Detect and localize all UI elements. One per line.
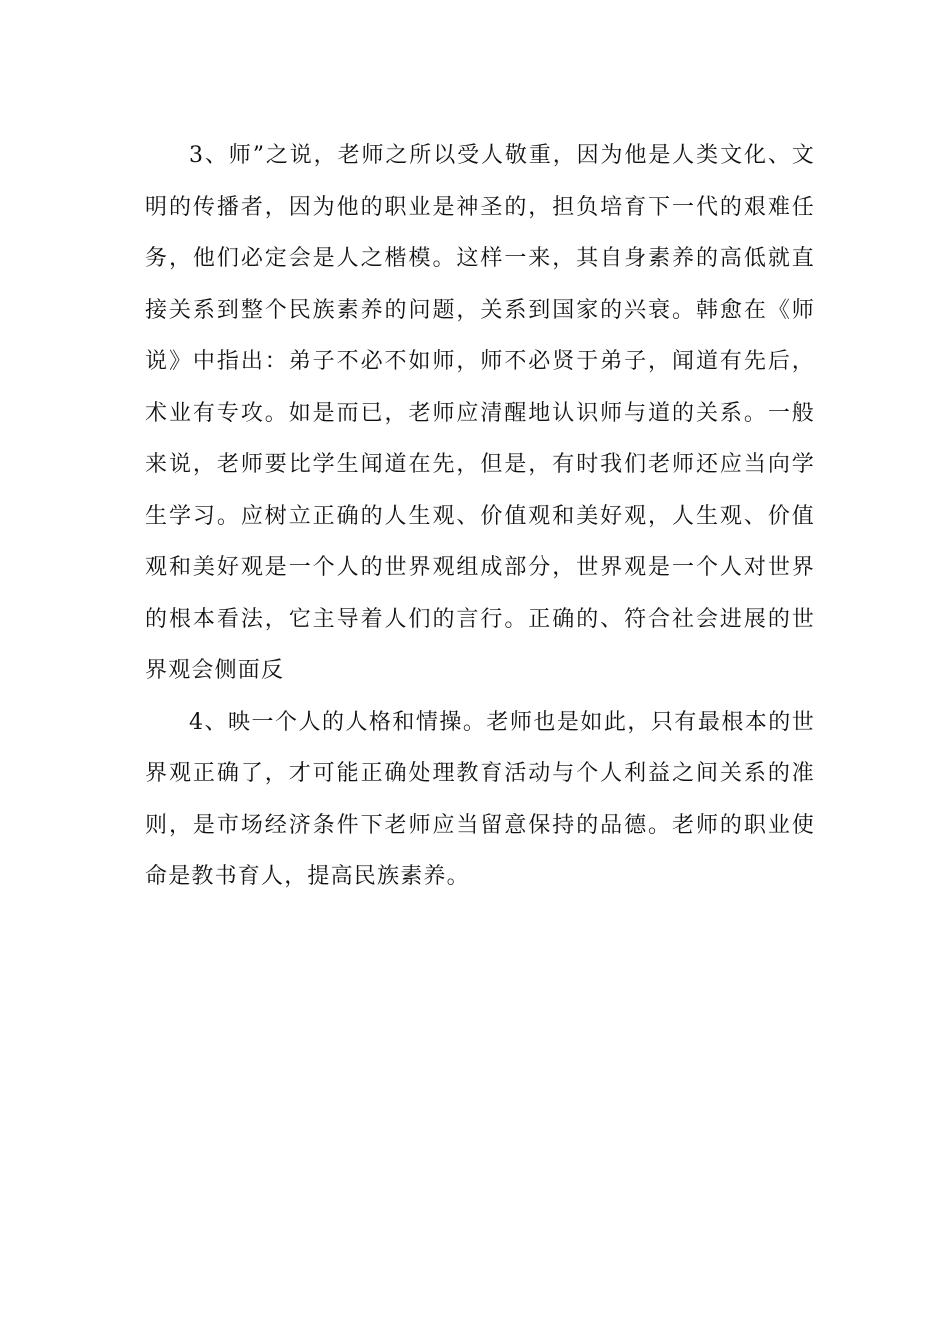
- document-body: [145, 130, 815, 903]
- paragraph-3: 3、师”之说，老师之所以受人敬重，因为他是人类文化、文明的传播者，因为他的职业是神圣的，担负培育下一代的艰难任务，他们必定会是人之楷模。这样一来，其自身素养的高低就直接关系到整个民族素养的问题，关系到国家的兴衰。韩愈在《师说》中指出：弟子不必不如师，师不必贤于弟子，闻道有先后，术业有专攻。如是而已，老师应清醒地认识师与道的关系。一般来说，老师要比学生闻道在先，但是，有时我们老师还应当向学生学习。应树立正确的人生观、价值观和美好观，人生观、价值观和美好观是一个人的世界观组成部分，世界观是一个人对世界的根本看法，它主导着人们的言行。正确的、符合社会进展的世界观会侧面反: [145, 143, 815, 683]
- paragraph-4: 4、映一个人的人格和情操。老师也是如此，只有最根本的世界观正确了，才可能正确处理教育活动与个人利益之间关系的准则，是市场经济条件下老师应当留意保持的品德。老师的职业使命是教书育人，提高民族素养。: [145, 709, 815, 889]
